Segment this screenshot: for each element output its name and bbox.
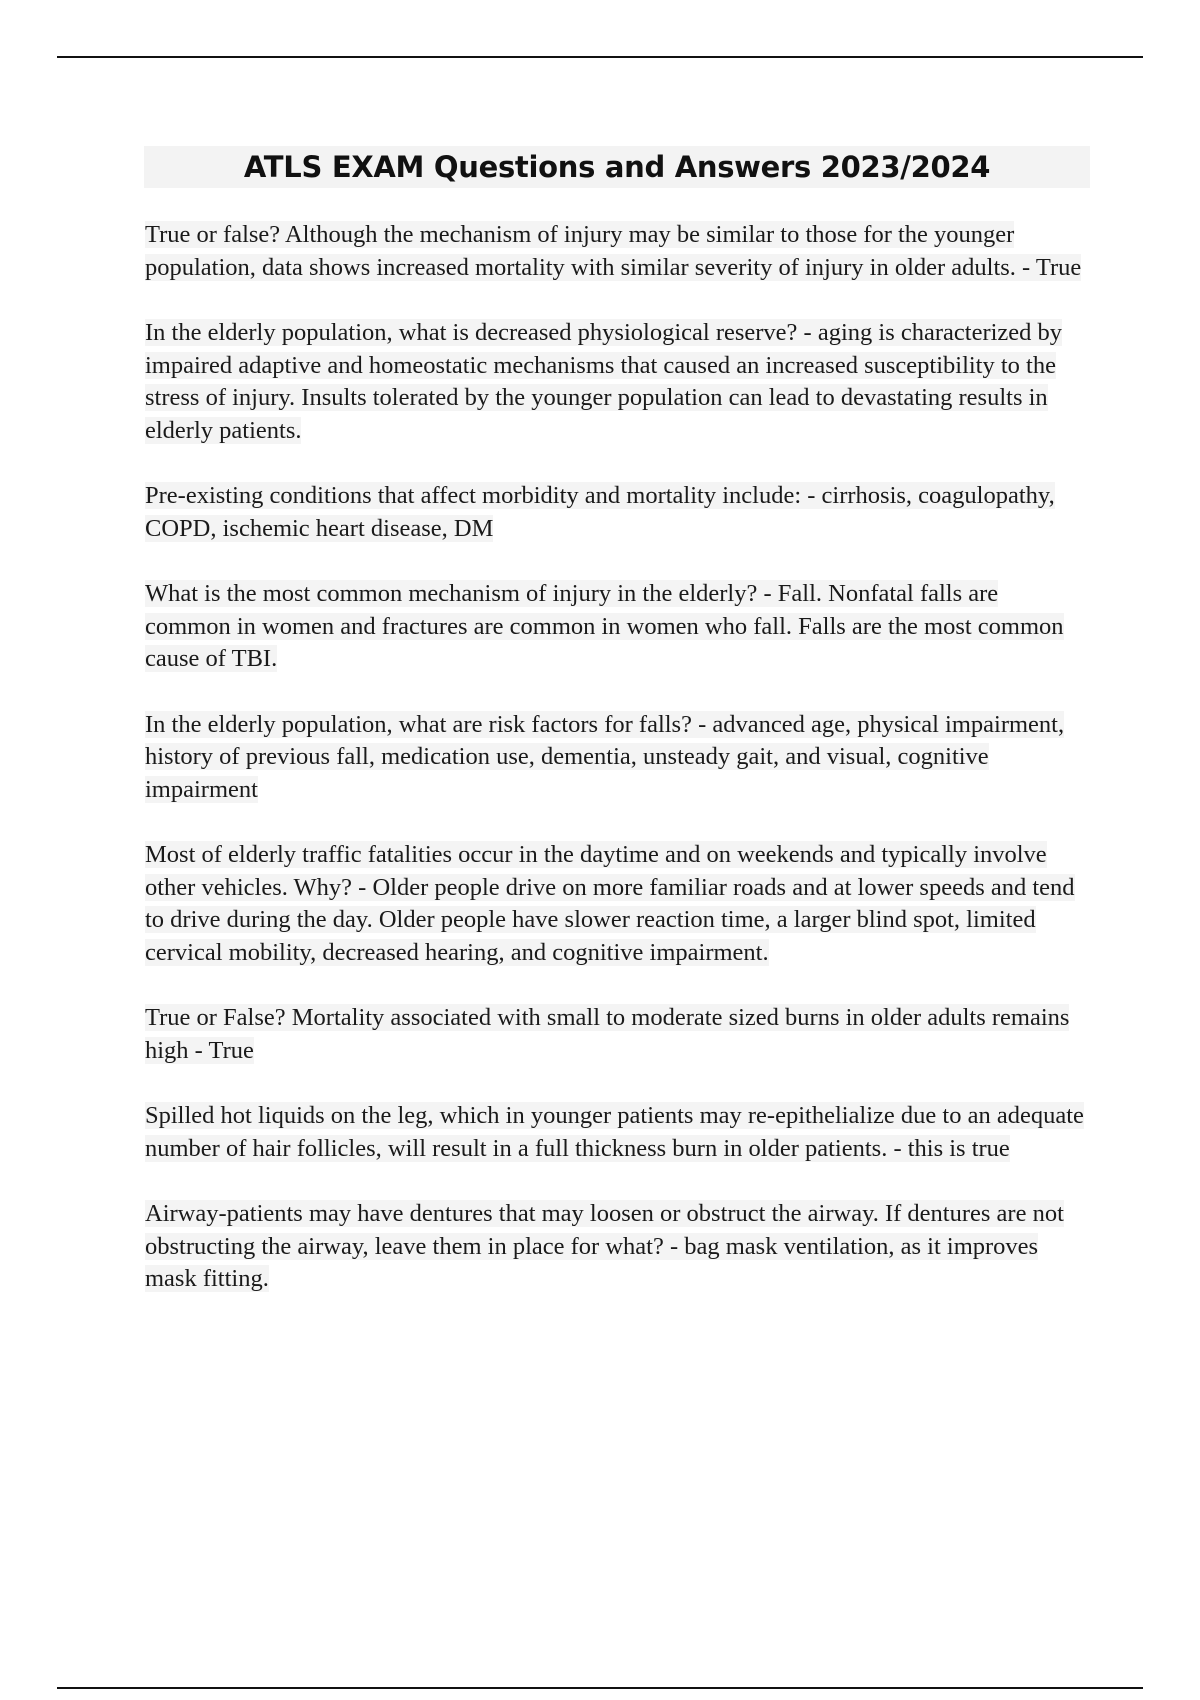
qa-item: True or False? Mortality associated with small to moderate sized burns in older adults remains high - True bbox=[145, 1004, 1070, 1064]
qa-item: Airway-patients may have dentures that may loosen or obstruct the airway. If dentures are not obstructing the airway, leave them in place for what? - bag mask ventilation, as it improves mask fitting. bbox=[145, 1200, 1064, 1292]
qa-item: In the elderly population, what are risk factors for falls? - advanced age, physical impairment, history of previous fall, medication use, dementia, unsteady gait, and visual, cognitive impairment bbox=[145, 710, 1065, 803]
qa-item: In the elderly population, what is decreased physiological reserve? - aging is characterized by impaired adaptive and homeostatic mechanisms that caused an increased susceptibility to the stress of injury. Insults tolerated by the younger population can lead to devastating results in elderly patients. bbox=[145, 319, 1063, 444]
qa-list bbox=[145, 219, 1090, 1329]
qa-item: True or false? Although the mechanism of injury may be similar to those for the younger population, data shows increased mortality with similar severity of injury in older adults. - True bbox=[145, 221, 1082, 281]
top-rule bbox=[57, 56, 1143, 58]
qa-item: Pre-existing conditions that affect morbidity and mortality include: - cirrhosis, coagulopathy, COPD, ischemic heart disease, DM bbox=[145, 482, 1055, 542]
qa-item: Spilled hot liquids on the leg, which in younger patients may re-epithelialize due to an adequate number of hair follicles, will result in a full thickness burn in older patients. - this is true bbox=[145, 1102, 1084, 1162]
document-title: ATLS EXAM Questions and Answers 2023/2024 bbox=[243, 150, 991, 184]
qa-item: What is the most common mechanism of injury in the elderly? - Fall. Nonfatal falls are common in women and fractures are common in women who fall. Falls are the most common cause of TBI. bbox=[145, 580, 1064, 672]
bottom-rule bbox=[57, 1687, 1143, 1689]
qa-item: Most of elderly traffic fatalities occur in the daytime and on weekends and typically involve other vehicles. Why? - Older people drive on more familiar roads and at lower speeds and tend to drive during the day. Older people have slower reaction time, a larger blind spot, limited cervical mobility, decreased hearing, and cognitive impairment. bbox=[145, 841, 1075, 966]
title-band bbox=[144, 146, 1090, 188]
